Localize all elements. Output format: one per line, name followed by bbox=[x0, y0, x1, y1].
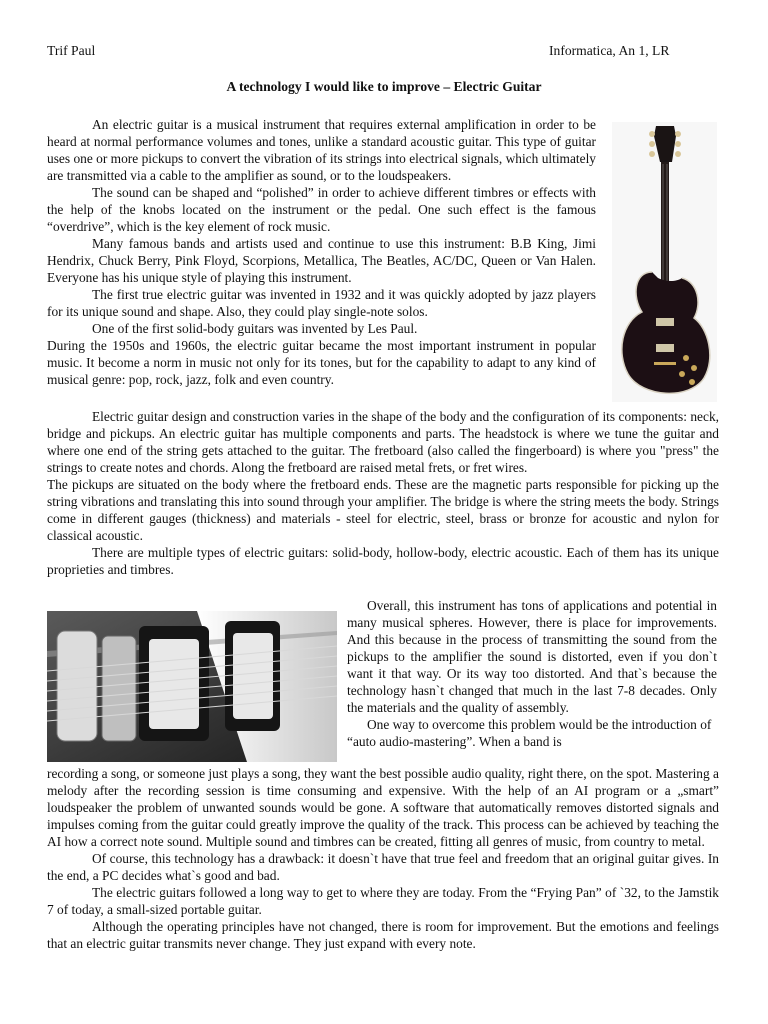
paragraph bbox=[347, 716, 717, 750]
paragraph: The first true electric guitar was invented in 1932 and it was quickly adopted by jazz players for its unique sound and shape. Also, they could play single-note solos. bbox=[47, 287, 596, 319]
document-title: A technology I would like to improve – Electric Guitar bbox=[226, 79, 542, 94]
improvement-section bbox=[347, 597, 717, 750]
paragraph-text: One way to overcome this problem would be the introduction of “auto audio-mastering”. bbox=[347, 717, 712, 749]
paragraph: Overall, this instrument has tons of applications and potential in many musical spheres. However, there is place for improvements. And this because in the process of transmitting the sound from the pickups to the amplifier the sound is distorted, even if you don`t want it that way. Or its way too distorted. And that`s because the technology hasn`t changed that much in the last 7-8 decades. Only the materials and the quality of assembly. bbox=[347, 598, 717, 715]
paragraph: The sound can be shaped and “polished” in order to achieve different timbres or effects with the help of the knobs located on the instrument or the pedal. One such effect is the famous “overdrive”, which is the key element of rock music. bbox=[47, 185, 596, 234]
pickups-bridge-image bbox=[47, 611, 337, 762]
paragraph: An electric guitar is a musical instrument that requires external amplification in order to be heard at normal performance volumes and tones, unlike a standard acoustic guitar. This type of guitar uses one or more pickups to convert the vibration of its strings into electrical signals, which ultimately are transmitted via a cable to the amplifier as sound, or to the loudspeakers. bbox=[47, 117, 596, 183]
construction-section bbox=[47, 408, 719, 578]
author-name: Trif Paul bbox=[47, 43, 96, 58]
paragraph-continuation: When a band is bbox=[478, 734, 562, 749]
paragraph: Electric guitar design and construction varies in the shape of the body and the configuration of its components: neck, bridge and pickups. An electric guitar has multiple components and parts. The headstock is where we tune the guitar and where one end of the string gets attached to the guitar. The fretboard (also called the fingerboard) is where you "press" the strings to create notes and chords. Along the fretboard are raised metal frets, or fret wires. bbox=[47, 409, 719, 475]
guitar-illustration bbox=[612, 122, 717, 402]
paragraph: There are multiple types of electric guitars: solid-body, hollow-body, electric acoustic. Each of them has its unique proprieties and timbres. bbox=[47, 545, 719, 577]
paragraph: Of course, this technology has a drawback: it doesn`t have that true feel and freedom that an original guitar gives. In the end, a PC decides what`s good and bad. bbox=[47, 851, 719, 883]
paragraph: recording a song, or someone just plays a song, they want the best possible audio quality, right there, on the spot. Mastering a melody after the recording session is time consuming and expensive. With the help of an AI program or a „smart” loudspeaker the problem of unwanted sounds would be gone. A software that automatically removes distorted signals and impulses coming from the guitar could greatly improve the quality of the track. This process can be achieved by teaching the AI how a correct note sound. Multiple sound and timbres can be created, fitting all genres of music, from country to metal. bbox=[47, 766, 719, 849]
intro-section bbox=[47, 116, 596, 388]
paragraph: The pickups are situated on the body where the fretboard ends. These are the magnetic parts responsible for picking up the string vibrations and translating this into sound through your amplifier. The bridge is where the string meets the body. Strings come in different gauges (thickness) and materials - steel for electric, steel, brass or bronze for acoustic and nylon for classical acoustic. bbox=[47, 477, 719, 543]
paragraph: During the 1950s and 1960s, the electric guitar became the most important instrument in popular music. It become a norm in music not only for its tones, but for the capability to adapt to any kind of musical genre: pop, rock, jazz, folk and even country. bbox=[47, 338, 596, 387]
paragraph: Many famous bands and artists used and continue to use this instrument: B.B King, Jimi Hendrix, Chuck Berry, Pink Floyd, Scorpions, Metallica, The Beatles, AC/DC, Queen or Van Halen. Everyone has his unique style of playing this instrument. bbox=[47, 236, 596, 285]
paragraph: Although the operating principles have not changed, there is room for improvement. But the emotions and feelings that an electric guitar transmits never change. They just expand with every note. bbox=[47, 919, 719, 951]
les-paul-guitar-image bbox=[612, 122, 717, 402]
pickups-illustration bbox=[47, 611, 337, 762]
course-info: Informatica, An 1, LR bbox=[549, 43, 670, 58]
paragraph: One of the first solid-body guitars was invented by Les Paul. bbox=[92, 321, 418, 336]
paragraph: The electric guitars followed a long way to get to where they are today. From the “Frying Pan” of `32, to the Jamstik 7 of today, a small-sized portable guitar. bbox=[47, 885, 719, 917]
conclusion-section bbox=[47, 765, 719, 952]
